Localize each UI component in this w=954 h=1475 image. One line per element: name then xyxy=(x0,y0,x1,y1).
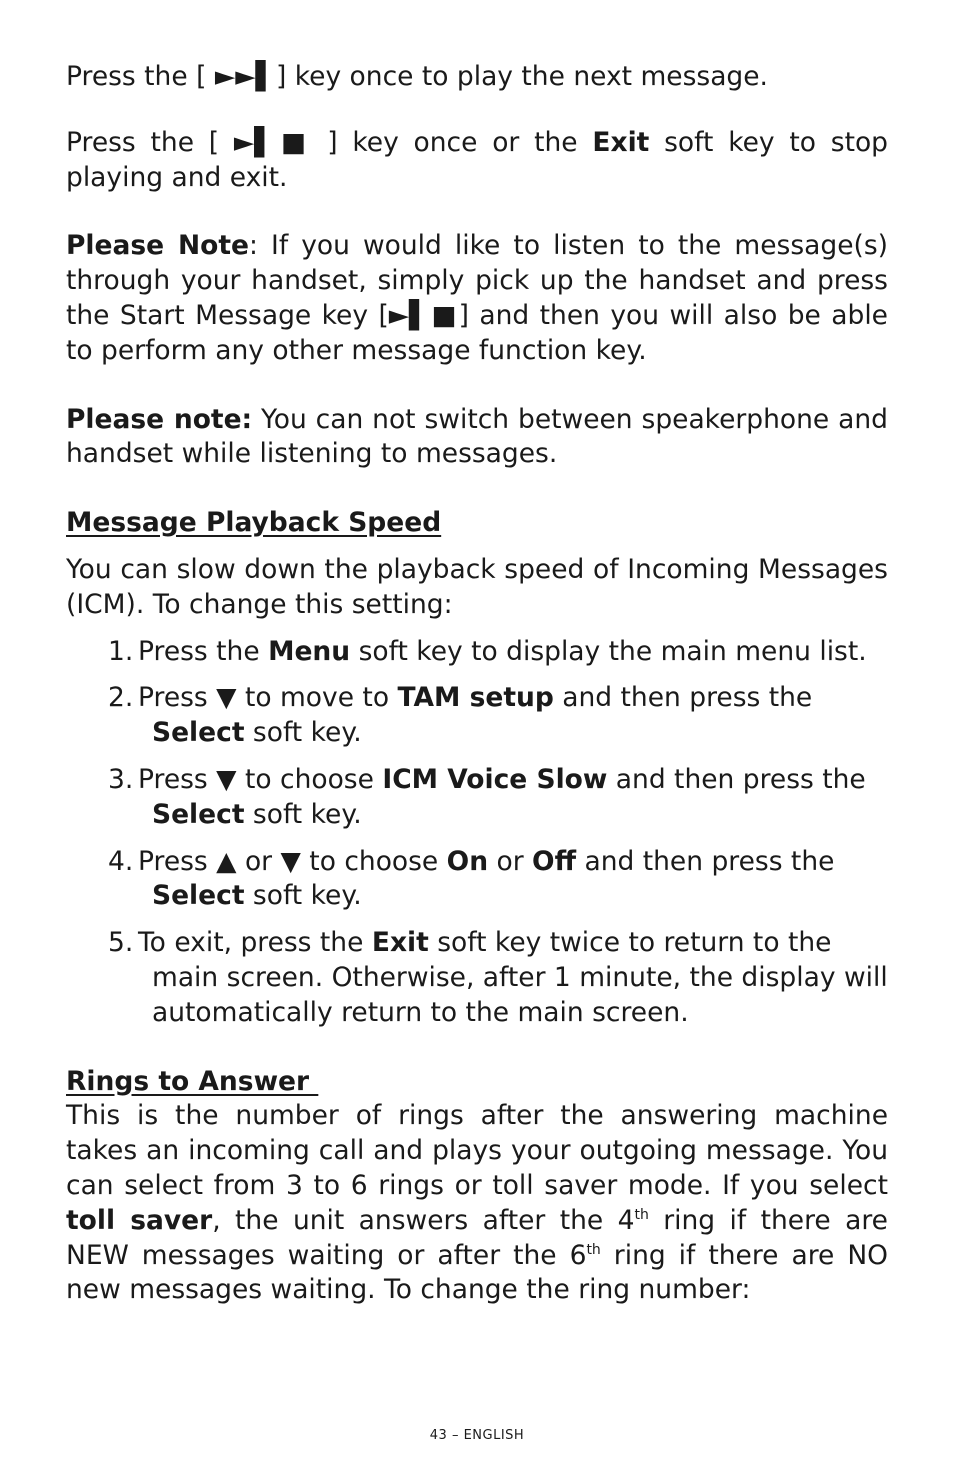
step-item: 4. Press ▲ or ▼ to choose On or Off and then press the Select soft key. xyxy=(108,845,835,912)
page-content xyxy=(66,60,888,1308)
step-item: 5. To exit, press the Exit soft key twice to return to the main screen. Otherwise, after 1 minute, the display will automatically return to the main screen. xyxy=(108,927,888,1028)
note-speakerphone: Please note: You can not switch between speakerphone and handset while listening to messages. xyxy=(66,403,888,470)
note-handset: Please Note: If you would like to listen to the message(s) through your handset, simply pick up the handset and press the Start Message key [►▌■] and then you will also be able to perform any other message function key. xyxy=(66,230,889,366)
step-item: 3. Press ▼ to choose ICM Voice Slow and then press the Select soft key. xyxy=(108,763,866,830)
heading-rings-to-answer: Rings to Answer xyxy=(66,1065,319,1097)
note-label: Please note: xyxy=(66,403,253,435)
paragraph-next-message: Press the [ ►►▌] key once to play the next message. xyxy=(66,61,768,92)
heading-playback-speed: Message Playback Speed xyxy=(66,507,442,539)
page-footer: 43 – ENGLISH xyxy=(429,1428,525,1443)
step-item: 1. Press the Menu soft key to display the main menu list. xyxy=(108,635,867,667)
note-label: Please Note xyxy=(66,230,250,262)
playback-speed-intro: You can slow down the playback speed of Incoming Messages (ICM). To change this setting: xyxy=(66,553,888,620)
playback-speed-steps xyxy=(66,635,888,1031)
step-item: 2. Press ▼ to move to TAM setup and then press the Select soft key. xyxy=(108,682,813,749)
rings-to-answer-body: This is the number of rings after the answering machine takes an incoming call and plays your outgoing message. You can select from 3 to 6 rings or toll saver mode. If you select toll saver, the unit answers after the 4th ring if there are NEW messages waiting or after the 6th ring if there are NO new messages waiting. To change the ring number: xyxy=(66,1100,888,1306)
paragraph-stop-playing: Press the [ ►▌■ ] key once or the Exit soft key to stop playing and exit. xyxy=(66,126,888,193)
